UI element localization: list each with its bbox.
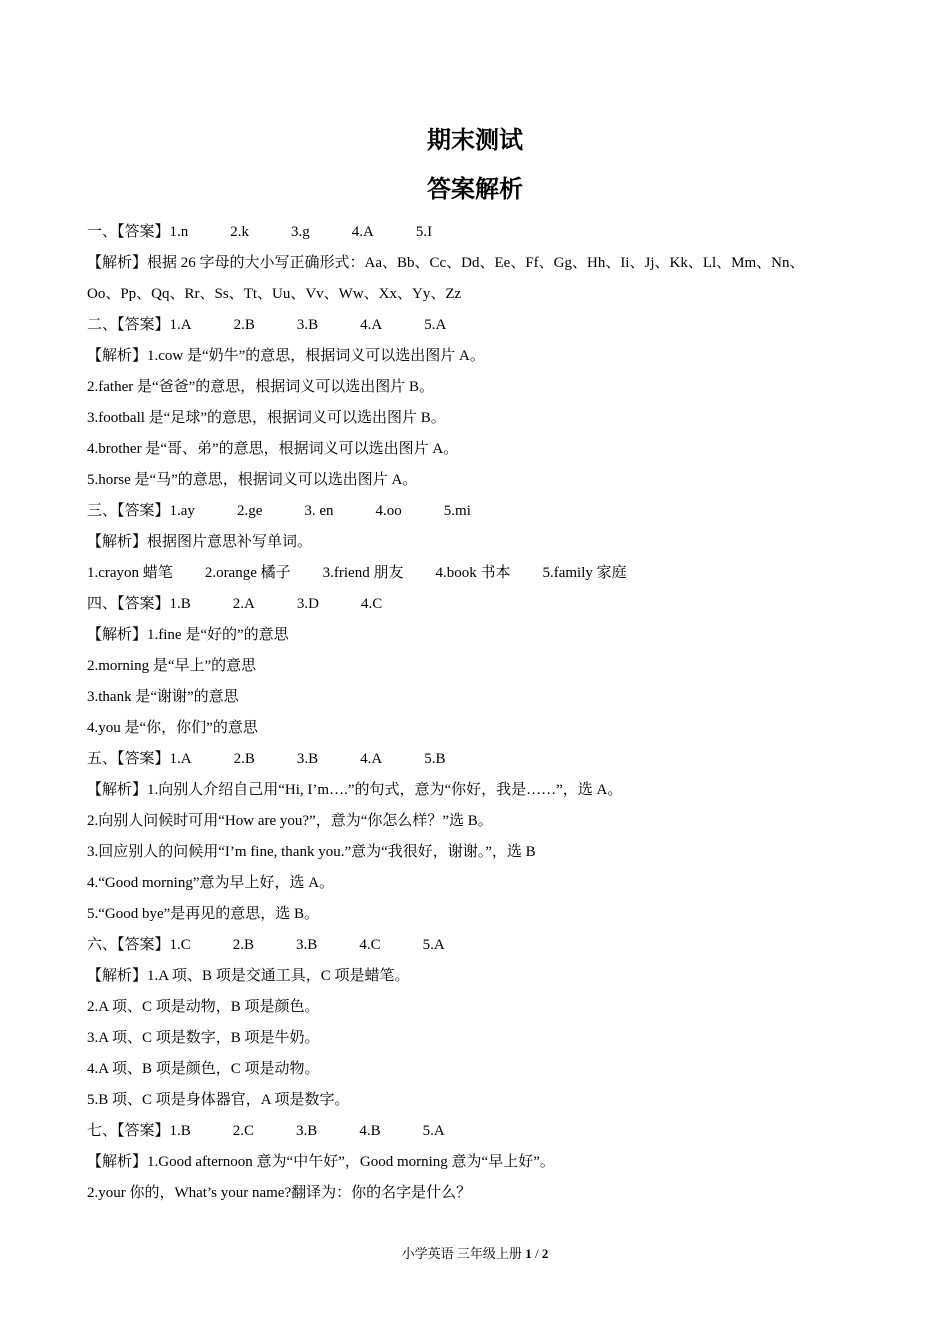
section-4-prefix: 四、【答案】 <box>87 596 170 612</box>
section-6-answers <box>87 930 877 961</box>
answer-content <box>87 217 877 1209</box>
page-number-separator: / <box>531 1246 542 1261</box>
analysis-line: 5.“Good bye”是再见的意思，选 B。 <box>87 906 320 922</box>
analysis-line: 【解析】1.cow 是“奶牛”的意思，根据词义可以选出图片 A。 <box>87 348 485 364</box>
answer-item: 1.C <box>169 937 191 953</box>
answer-item: 4.oo <box>375 503 402 519</box>
section-6-prefix: 六、【答案】 <box>87 937 170 953</box>
analysis-line: 2.morning 是“早上”的意思 <box>87 658 257 674</box>
analysis-line: 4.A 项、B 项是颜色，C 项是动物。 <box>87 1061 320 1077</box>
analysis-line: 【解析】1.Good afternoon 意为“中午好”，Good morning 意为“早上好”。 <box>87 1154 555 1170</box>
answer-item: 1.B <box>169 596 191 612</box>
analysis-line: 2.your 你的，What’s your name?翻译为：你的名字是什么？ <box>87 1185 472 1201</box>
answer-item: 2.B <box>232 937 255 953</box>
analysis-line: 【解析】1.A 项、B 项是交通工具，C 项是蜡笔。 <box>87 968 410 984</box>
analysis-line: 2.A 项、C 项是动物，B 项是颜色。 <box>87 999 320 1015</box>
analysis-line: 3.回应别人的问候用“I’m fine, thank you.”意为“我很好，谢谢。”，选 B <box>87 844 536 860</box>
answer-item: 4.B <box>359 1123 381 1139</box>
answer-item: 1.A <box>169 317 192 333</box>
answer-item: 1.B <box>169 1123 191 1139</box>
section-7-answers <box>87 1116 877 1147</box>
section-3-prefix: 三、【答案】 <box>87 503 170 519</box>
word-item: 1.crayon 蜡笔 <box>87 565 173 581</box>
word-item: 5.family 家庭 <box>542 565 627 581</box>
section-3-analysis: 【解析】根据图片意思补写单词。 <box>87 534 313 550</box>
answer-item: 2.ge <box>236 503 263 519</box>
answer-item: 2.k <box>230 224 250 240</box>
analysis-line: 4.you 是“你，你们”的意思 <box>87 720 258 736</box>
answer-item: 2.B <box>233 751 255 767</box>
analysis-line: 2.father 是“爸爸”的意思，根据词义可以选出图片 B。 <box>87 379 435 395</box>
answer-item: 5.A <box>422 1123 445 1139</box>
analysis-line: 4.brother 是“哥、弟”的意思，根据词义可以选出图片 A。 <box>87 441 459 457</box>
section-1-answers <box>87 217 877 248</box>
page-subtitle: 答案解析 <box>427 175 523 203</box>
analysis-line: 5.B 项、C 项是身体器官，A 项是数字。 <box>87 1092 350 1108</box>
answer-item: 5.mi <box>443 503 471 519</box>
section-1-analysis: 【解析】根据 26 字母的大小写正确形式：Aa、Bb、Cc、Dd、Ee、Ff、Gg、Hh、Ii、Jj、Kk、Ll、Mm、Nn、 <box>87 255 805 271</box>
word-item: 4.book 书本 <box>435 565 511 581</box>
analysis-line: 3.A 项、C 项是数字，B 项是牛奶。 <box>87 1030 320 1046</box>
footer-label: 小学英语 三年级上册 <box>401 1246 522 1261</box>
answer-item: 4.A <box>360 751 383 767</box>
answer-item: 3.B <box>296 1123 318 1139</box>
section-3-words <box>87 558 877 589</box>
answer-item: 3.B <box>296 937 318 953</box>
section-1-prefix: 一、【答案】 <box>87 224 170 240</box>
section-1-analysis-cont: Oo、Pp、Qq、Rr、Ss、Tt、Uu、Vv、Ww、Xx、Yy、Zz <box>87 286 462 302</box>
analysis-line: 【解析】1.向别人介绍自己用“Hi, I’m….”的句式，意为“你好，我是……”，选 A。 <box>87 782 623 798</box>
answer-item: 5.I <box>415 224 433 240</box>
word-item: 2.orange 橘子 <box>204 565 291 581</box>
answer-item: 3.B <box>296 751 319 767</box>
answer-item: 1.n <box>169 224 189 240</box>
answer-item: 1.A <box>169 751 192 767</box>
answer-item: 3.g <box>291 224 310 240</box>
word-item: 3.friend 朋友 <box>322 565 404 581</box>
page-title: 期末测试 <box>427 126 523 154</box>
answer-item: 3.D <box>296 596 319 612</box>
analysis-line: 2.向别人问候时可用“How are you?”，意为“你怎么样？”选 B。 <box>87 813 493 829</box>
analysis-line: 3.thank 是“谢谢”的意思 <box>87 689 239 705</box>
answer-item: 3.B <box>296 317 319 333</box>
answer-item: 2.B <box>233 317 255 333</box>
section-3-answers <box>87 496 877 527</box>
section-7-prefix: 七、【答案】 <box>87 1123 170 1139</box>
answer-item: 3. en <box>304 503 334 519</box>
answer-item: 5.A <box>422 937 445 953</box>
page-number-total: 2 <box>541 1246 549 1261</box>
page-footer <box>0 1245 950 1263</box>
section-5-answers <box>87 744 877 775</box>
analysis-line: 【解析】1.fine 是“好的”的意思 <box>87 627 289 643</box>
analysis-line: 5.horse 是“马”的意思，根据词义可以选出图片 A。 <box>87 472 418 488</box>
section-4-answers <box>87 589 877 620</box>
analysis-line: 3.football 是“足球”的意思，根据词义可以选出图片 B。 <box>87 410 446 426</box>
answer-item: 2.A <box>232 596 255 612</box>
answer-item: 1.ay <box>169 503 195 519</box>
answer-item: 5.B <box>424 751 446 767</box>
analysis-line: 4.“Good morning”意为早上好，选 A。 <box>87 875 335 891</box>
answer-item: 4.C <box>359 937 381 953</box>
answer-item: 4.A <box>360 317 383 333</box>
answer-item: 2.C <box>232 1123 255 1139</box>
page-number-current: 1 <box>525 1246 532 1261</box>
answer-item: 5.A <box>424 317 447 333</box>
section-2-answers <box>87 310 877 341</box>
section-2-prefix: 二、【答案】 <box>87 317 170 333</box>
answer-item: 4.A <box>351 224 374 240</box>
section-5-prefix: 五、【答案】 <box>87 751 170 767</box>
answer-item: 4.C <box>360 596 383 612</box>
